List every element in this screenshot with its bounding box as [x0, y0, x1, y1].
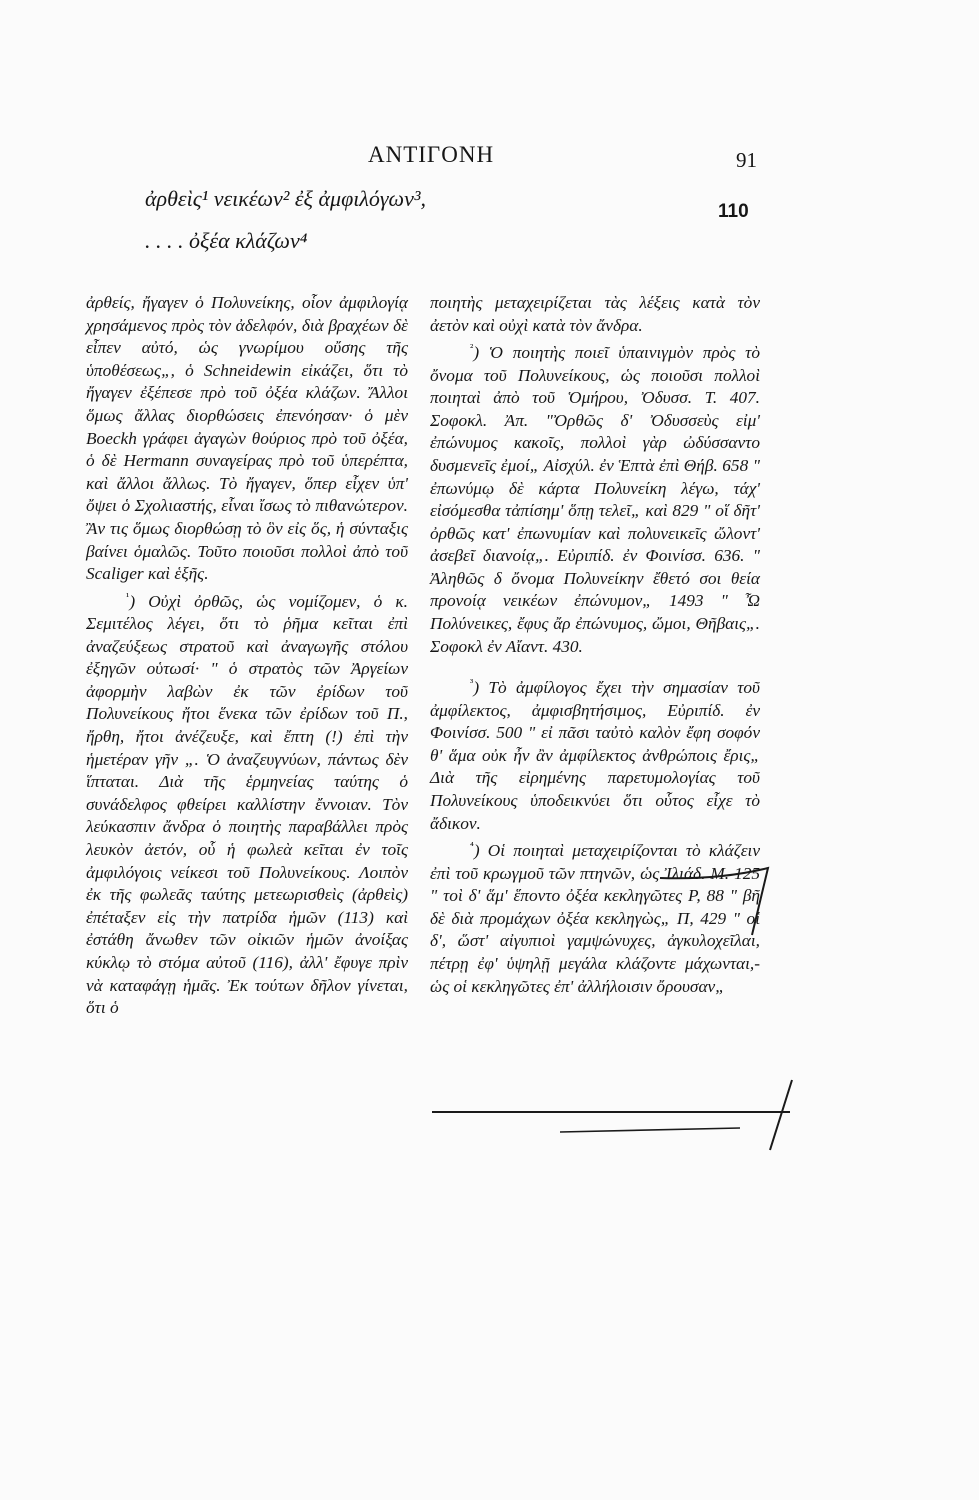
left-column: [86, 292, 408, 1020]
ink-underline-mark: [560, 1128, 740, 1132]
footnote-1: [86, 586, 408, 1020]
footnote-marker: ¹: [126, 590, 130, 603]
footnote-text: ) Τὸ ἀμφίλογος ἔχει τὴν σημασίαν τοῦ ἀμφίλεκτος, ἀμφισβητήσιμος, Εὐριπίδ. ἐν Φοινίσσ. 500 " εἰ πᾶσι ταὐτὸ καλὸν ἔφη σοφόν θ' ἅμα οὐκ ἦν ἂν ἀμφίλεκτος ἀνθρώποις ἔρις„ Διὰ τῆς εἰρημένης παρετυμολογίας τοῦ Πολυνείκους ὑποδεικνύει ὅτι οὗτος εἶχε τὸ ἄδικον.: [430, 678, 760, 833]
footnote-3: [430, 672, 760, 835]
footnote-text: ) Οἱ ποιηταὶ μεταχειρίζονται τὸ κλάζειν ἐπὶ τοῦ κρωγμοῦ τῶν πτηνῶν, ὡς Ἰλιάδ. Μ. 125 " τοὶ δ' ἅμ' ἕποντο ὀξέα κεκληγῶτες Ρ, 88 " βῆ δὲ διὰ προμάχων ὀξέα κεκληγὼς„ Π, 429 " οἱ δ', ὥστ' αἰγυπιοὶ γαμψώνυχες, ἀγκυλοχεῖλαι, πέτρῃ ἐφ' ὑψηλῇ μεγάλα κλάζοντε μάχωνται,- ὡς οἱ κεκληγῶτες ἐπ' ἀλλήλοισιν ὄρουσαν„: [430, 840, 760, 996]
verse-line-1: ἀρθεὶς¹ νεικέων² ἐξ ἀμφιλόγων³,: [145, 186, 426, 211]
footnote-marker: ⁴: [470, 840, 474, 853]
running-head: ΑΝΤΙΓΟΝΗ: [368, 142, 495, 167]
footnote-marker: ²: [470, 342, 474, 355]
footnote-text: ) Οὐχὶ ὀρθῶς, ὡς νομίζομεν, ὁ κ. Σεμιτέλος λέγει, ὅτι τὸ ῥῆμα κεῖται ἐπὶ ἀναζεύξεως στρατοῦ καὶ ἀναγωγῆς στόλου ἐξηγῶν οὑτωσί· " ὁ στρατὸς τῶν Ἀργείων ἀφορμὴν λαβὼν ἐκ τῶν ἐρίδων τοῦ Πολυνείκους ἤτοι ἕνεκα τῶν ἐρίδων τοῦ Π., ἤρθη, ἤτοι ἀνέζευξε, καὶ ἔπτη (!) ἐπὶ τὴν ἡμετέραν γῆν „. Ὁ ἀναζευγνύων, πάντως δὲν ἵπταται. Διὰ τῆς ἑρμηνείας ταύτης ὁ συνάδελφος φθείρει καλλίστην ἔννοιαν. Τὸν λεύκασπιν ἄνδρα ὁ ποιητὴς παραβάλλει πρὸς λευκὸν ἀετόν, οὗ ἡ φωλεὰ κεῖται ἐν τοῖς ἀμφιλόγοις νείκεσι τοῦ Πολυνείκους. Λοιπὸν ἐκ τῆς φωλεᾶς ταύτης μετεωρισθεὶς (ἀρθεὶς) ἐπέταξεν εἰς τὴν πατρίδα ἡμῶν (113) καὶ ἐστάθη ἄνωθεν τῶν οἰκιῶν ἡμῶν ἀνοίξας κύκλῳ τὸ στόμα αὐτοῦ (116), ἀλλ' ἔφυγε πρὶν νὰ καταφάγῃ ἡμᾶς. Ἐκ τούτων δῆλον γίνεται, ὅτι ὁ: [86, 591, 408, 1018]
ink-bracket-mark-lower: [432, 1080, 792, 1150]
right-column: [430, 292, 760, 998]
footnote-marker: ³: [470, 677, 474, 690]
footnote-2: [430, 337, 760, 658]
verse-line-2: . . . . ὀξέα κλάζων⁴: [145, 228, 308, 253]
footnote-4: [430, 835, 760, 998]
page-number: 91: [736, 148, 757, 172]
verse-line-number: 110: [718, 201, 749, 222]
footnote-text: ) Ὁ ποιητὴς ποιεῖ ὑπαινιγμὸν πρὸς τὸ ὄνομα τοῦ Πολυνείκους, ὡς ποιοῦσι πολλοὶ ποιηταὶ ἀπὸ τοῦ Ὁμήρου, Ὀδυσσ. Τ. 407. Σοφοκλ. Ἀπ. "Ὀρθῶς δ' Ὀδυσσεὺς εἰμ' ἐπώνυμος κακοῖς, πολλοὶ γὰρ ὠδύσσαντο δυσμενεῖς ἐμοί„ Αἰσχύλ. ἐν Ἑπτὰ ἐπὶ Θήβ. 658 " ἐπωνύμῳ δὲ κάρτα Πολυνείκη λέγω, τάχ' εἰσόμεσθα τἀπίσημ' ὅπῃ τελεῖ„ καὶ 829 " οἵ δῆτ' ὀρθῶς κατ' ἐπωνυμίαν καὶ πολυνεικεῖς ὤλοντ' ἀσεβεῖ διανοίᾳ„. Εὐριπίδ. ἐν Φοινίσσ. 636. " Ἀληθῶς δ ὄνομα Πολυνείκην ἔθετό σοι θεία προνοίᾳ νεικέων ἐπώνυμον„ 1493 " Ὦ Πολύνεικες, ἔφυς ἄρ ἐπώνυμος, ὤμοι, Θῆβαις„. Σοφοκλ ἐν Αἴαντ. 430.: [430, 342, 760, 656]
commentary-paragraph: ποιητὴς μεταχειρίζεται τὰς λέξεις κατὰ τὸν ἀετὸν καὶ οὐχὶ κατὰ τὸν ἄνδρα.: [430, 293, 760, 335]
commentary-paragraph: ἀρθείς, ἤγαγεν ὁ Πολυνείκης, οἷον ἀμφιλογίᾳ χρησάμενος πρὸς τὸν ἀδελφόν, διὰ βραχέων δὲ εἶπεν αὐτό, ὡς γνωρίμου οὔσης τῆς ὑποθέσεως„, ὁ Schneidewin εἰκάζει, ὅτι τὸ ἤγαγεν ἐξέπεσε πρὸ τοῦ ὀξέα κλάζων. Ἄλλοι ὅμως ἄλλας διορθώσεις ἐπενόησαν· ὁ μὲν Boeckh γράφει ἀγαγὼν θούριος πρὸ τοῦ ὀξέα, ὁ δὲ Hermann συναγείρας πρὸ τοῦ ὑπερέπτα, καὶ ἄλλοι ἄλλως. Τὸ ἤγαγεν, ὅπερ εἶχεν ὑπ' ὄψει ὁ Σχολιαστής, εἶναι ἴσως τὸ πιθανώτερον. Ἂν τις ὅμως διορθώσῃ τὸ ὃν εἰς ὅς, ἡ σύνταξις βαίνει ὁμαλῶς. Τοῦτο ποιοῦσι πολλοὶ ἀπὸ τοῦ Scaliger καὶ ἑξῆς.: [86, 293, 408, 584]
